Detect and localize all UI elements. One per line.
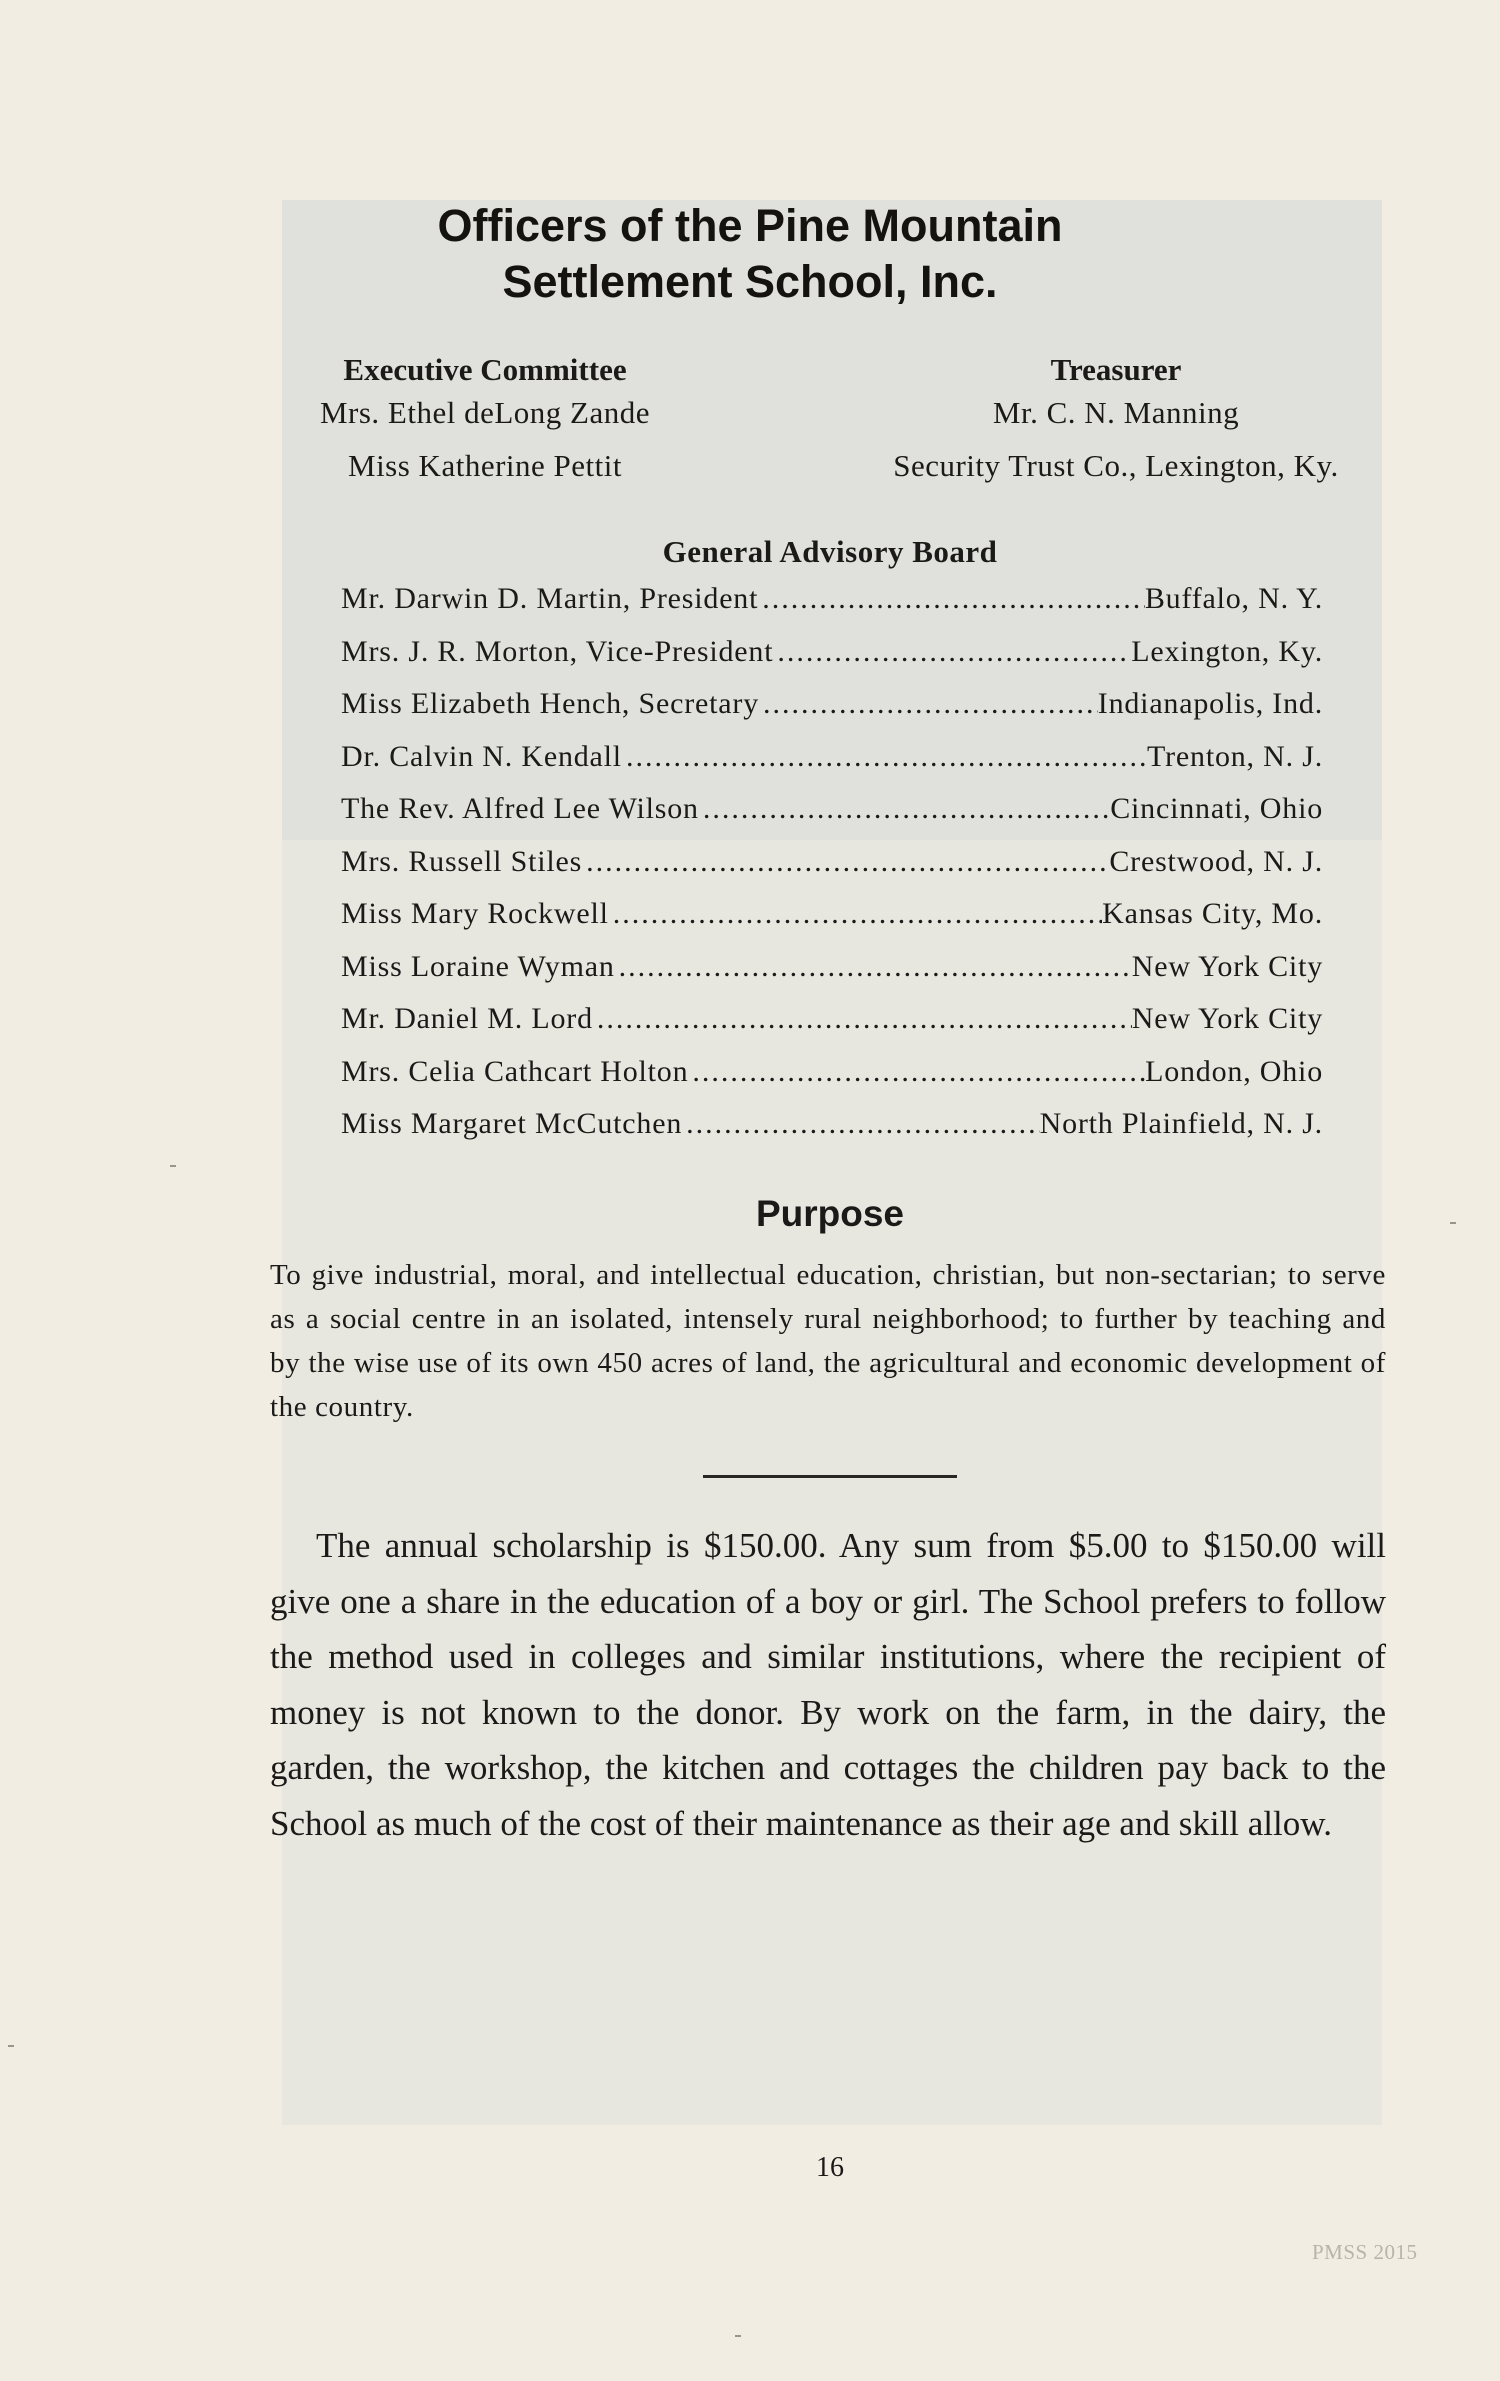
board-member-place: North Plainfield, N. J. <box>1039 1107 1323 1140</box>
board-member-name: The Rev. Alfred Lee Wilson <box>341 792 699 825</box>
leader-dots <box>688 1055 1145 1089</box>
board-member-row <box>341 687 1323 740</box>
section-divider <box>703 1475 957 1478</box>
board-member-row <box>341 1055 1323 1108</box>
board-member-name: Miss Loraine Wyman <box>341 949 615 983</box>
board-member-place: London, Ohio <box>1145 1054 1323 1088</box>
board-member-row <box>341 792 1323 845</box>
board-member-name: Mrs. Russell Stiles <box>341 844 583 878</box>
board-member-row <box>341 582 1323 635</box>
page-number: 16 <box>816 2152 844 2183</box>
paper-speck <box>170 1165 176 1167</box>
board-member-place: Indianapolis, Ind. <box>1097 687 1323 720</box>
leader-dots <box>699 792 1110 826</box>
board-member-place: Cincinnati, Ohio <box>1110 792 1323 825</box>
board-member-name: Dr. Calvin N. Kendall <box>341 739 622 773</box>
leader-dots <box>622 740 1147 774</box>
paper-speck <box>8 2045 14 2047</box>
paper-speck <box>1450 1222 1456 1224</box>
board-member-name: Miss Elizabeth Hench, Secretary <box>341 687 759 720</box>
board-member-name: Mrs. Celia Cathcart Holton <box>341 1054 689 1088</box>
advisory-board-heading: General Advisory Board <box>662 534 998 569</box>
leader-dots <box>609 897 1102 931</box>
board-member-row <box>341 740 1323 793</box>
leader-dots <box>758 582 1145 616</box>
purpose-heading: Purpose <box>755 1193 905 1234</box>
board-member-place: Buffalo, N. Y. <box>1144 582 1323 615</box>
board-member-place: Kansas City, Mo. <box>1102 897 1323 930</box>
executive-committee-member-1: Mrs. Ethel deLong Zande <box>319 395 651 430</box>
advisory-board-list <box>341 582 1323 1160</box>
treasurer-affiliation: Security Trust Co., Lexington, Ky. <box>893 448 1339 483</box>
paper-speck <box>735 2335 741 2337</box>
board-member-row <box>341 897 1323 950</box>
leader-dots <box>682 1107 1039 1141</box>
board-member-place: Lexington, Ky. <box>1131 634 1323 668</box>
board-member-name: Miss Mary Rockwell <box>341 897 609 930</box>
executive-committee-member-2: Miss Katherine Pettit <box>348 448 622 483</box>
board-member-row <box>341 1107 1323 1160</box>
board-member-place: Crestwood, N. J. <box>1109 844 1323 878</box>
leader-dots <box>759 687 1098 721</box>
leader-dots <box>582 845 1109 879</box>
board-member-row <box>341 845 1323 898</box>
archive-watermark: PMSS 2015 <box>1312 2240 1418 2264</box>
board-member-row <box>341 950 1323 1003</box>
board-member-name: Mr. Daniel M. Lord <box>341 1002 593 1035</box>
scholarship-paragraph: The annual scholarship is $150.00. Any sum from $5.00 to $150.00 will give one a share in the education of a boy or girl. The School prefers to follow the method used in colleges and similar institutions, where the recipient of money is not known to the donor. By work on the farm, in the dairy, the garden, the workshop, the kitchen and cottages the children pay back to the School as much of the cost of their maintenance as their age and skill allow. <box>270 1526 1386 1843</box>
board-member-place: New York City <box>1131 1002 1323 1035</box>
leader-dots <box>615 950 1132 984</box>
board-member-name: Mrs. J. R. Morton, Vice-President <box>341 634 774 668</box>
board-member-row <box>341 635 1323 688</box>
page-title <box>0 198 1500 310</box>
treasurer-name: Mr. C. N. Manning <box>992 395 1240 430</box>
board-member-name: Mr. Darwin D. Martin, President <box>341 582 759 615</box>
board-member-name: Miss Margaret McCutchen <box>341 1107 683 1140</box>
title-line-1: Officers of the Pine Mountain <box>437 200 1063 251</box>
board-member-place: Trenton, N. J. <box>1147 739 1323 773</box>
leader-dots <box>773 635 1131 669</box>
executive-committee-heading: Executive Committee <box>343 352 627 387</box>
board-member-row <box>341 1002 1323 1055</box>
treasurer-heading: Treasurer <box>1050 352 1182 387</box>
title-line-2: Settlement School, Inc. <box>502 256 998 307</box>
purpose-paragraph: To give industrial, moral, and intellectual education, christian, but non-sectarian; to serve as a social centre in an isolated, intensely rural neighborhood; to further by teaching and by the wise use of its own 450 acres of land, the agricultural and economic development of the country. <box>270 1259 1386 1423</box>
leader-dots <box>593 1002 1132 1036</box>
board-member-place: New York City <box>1131 949 1323 983</box>
